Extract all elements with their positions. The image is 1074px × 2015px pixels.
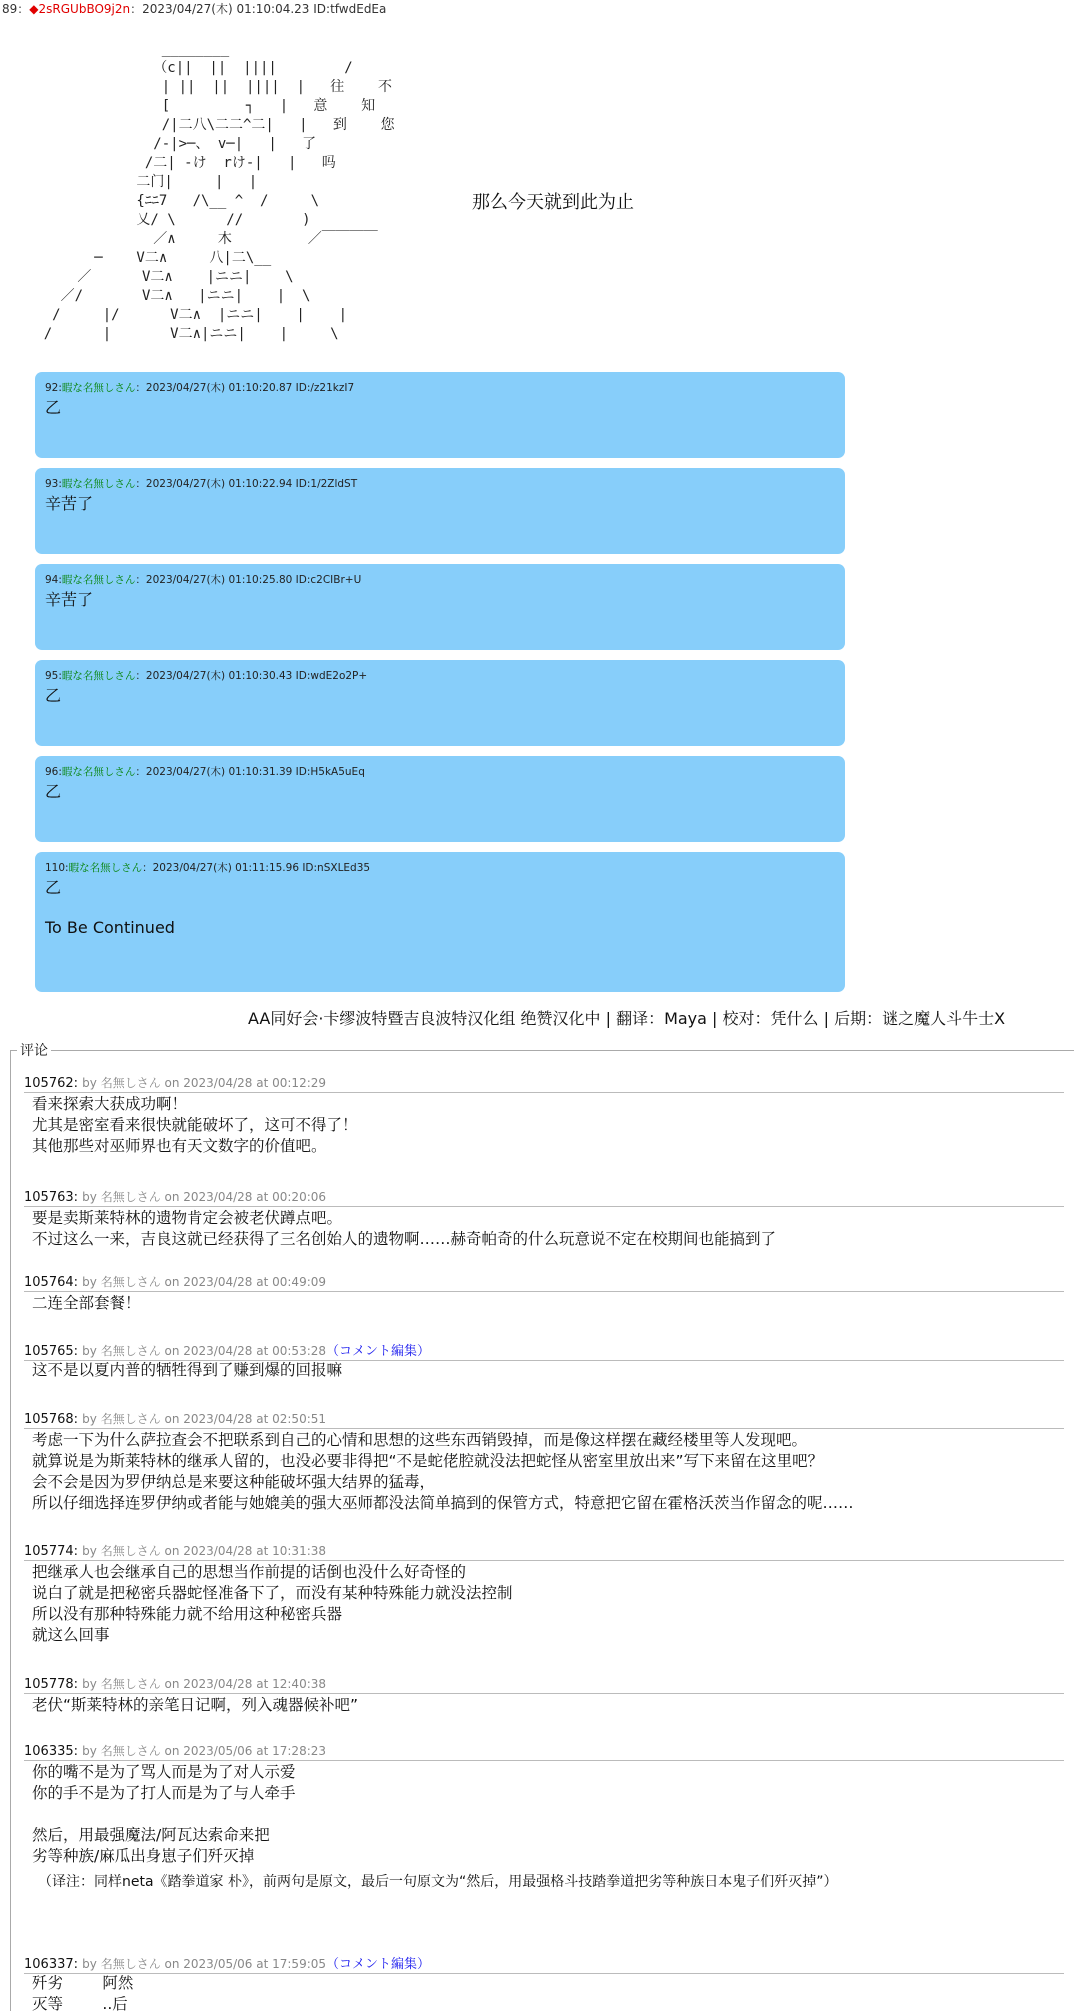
comment-id: 105763:: [24, 1190, 79, 1205]
comment-body: 二连全部套餐！: [32, 1294, 141, 1312]
reply-number: 92: [45, 382, 59, 394]
comment-header: [24, 1675, 1064, 1694]
reply-name: 暇な名無しさん: [61, 766, 136, 778]
comment-body: 你的嘴不是为了骂人而是为了对人示爱 你的手不是为了打人而是为了与人牵手 然后，用最强魔法/阿瓦达索命来把 劣等种族/麻瓜出身崽子们歼灭掉: [32, 1763, 296, 1865]
reply-name: 暇な名無しさん: [61, 574, 136, 586]
comment-author-date: by 名無しさん on 2023/05/06 at 17:59:05: [82, 1957, 327, 1971]
reply-meta: [45, 764, 365, 779]
reply-post: [35, 756, 845, 842]
comment-author-date: by 名無しさん on 2023/04/28 at 00:20:06: [82, 1190, 327, 1204]
comment-header: [24, 1542, 1064, 1561]
comment-body: 歼劣 阿然 灭等 ..后: [32, 1974, 134, 2013]
reply-date-id: ：2023/04/27(木) 01:10:25.80 ID:c2CIBr+U: [135, 574, 362, 586]
post-meta: ：2023/04/27(木) 01:10:04.23 ID:tfwdEdEa: [130, 2, 387, 16]
comment-id: 106337:: [24, 1957, 79, 1972]
reply-separator: :: [58, 478, 62, 490]
comment-author-date: by 名無しさん on 2023/04/28 at 00:12:29: [82, 1076, 327, 1090]
reply-date-id: ：2023/04/27(木) 01:10:20.87 ID:/z21kzI7: [135, 382, 355, 394]
comment-edit-link[interactable]: （コメント編集）: [326, 1344, 431, 1359]
speech-text: 那么今天就到此为止: [472, 192, 634, 213]
comment-author-date: by 名無しさん on 2023/04/28 at 12:40:38: [82, 1677, 327, 1691]
reply-post: [35, 660, 845, 746]
reply-post: [35, 468, 845, 554]
reply-name: 暇な名無しさん: [61, 670, 136, 682]
reply-number: 96: [45, 766, 59, 778]
comment-translator-note: （译注：同样neta《踏拳道家 朴》，前两句是原文，最后一句原文为“然后，用最强格斗技踏拳道把劣等种族日本鬼子们歼灭掉”）: [38, 1874, 838, 1890]
comment-id: 105765:: [24, 1344, 79, 1359]
comment-id: 106335:: [24, 1744, 79, 1759]
reply-body: 乙: [45, 686, 62, 705]
reply-post: [35, 852, 845, 992]
reply-separator: :: [58, 766, 62, 778]
reply-meta: [45, 668, 367, 683]
reply-date-id: ：2023/04/27(木) 01:10:31.39 ID:H5kA5uEq: [135, 766, 365, 778]
comment-header: [24, 1188, 1064, 1207]
reply-meta: [45, 860, 370, 875]
reply-number: 110: [45, 862, 66, 874]
reply-number: 93: [45, 478, 59, 490]
comment-body: 把继承人也会继承自己的思想当作前提的话倒也没什么好奇怪的 说白了就是把秘密兵器蛇怪准备下了，而没有某种特殊能力就没法控制 所以没有那种特殊能力就不给用这种秘密兵器 就这么回事: [32, 1563, 513, 1644]
comment-body: 考虑一下为什么萨拉查会不把联系到自己的心情和思想的这些东西销毁掉，而是像这样摆在藏经楼里等人发现吧。 就算说是为斯莱特林的继承人留的，也没必要非得把“不是蛇佬腔就没法把蛇怪从密室里放出来”写下来留在这里吧？ 会不会是因为罗伊纳总是来要这种能破坏强大结界的猛毒， 所以仔细选择连罗伊纳或者能与她媲美的强大巫师都没法简单搞到的保管方式，特意把它留在霍格沃茨当作留念的呢……: [32, 1431, 854, 1512]
comment-author-date: by 名無しさん on 2023/05/06 at 17:28:23: [82, 1744, 327, 1758]
comment-id: 105764:: [24, 1275, 79, 1290]
comment-body: 老伏“斯莱特林的亲笔日记啊，列入魂器候补吧”: [32, 1696, 359, 1714]
comment-header: [24, 1410, 1064, 1429]
comment-id: 105774:: [24, 1544, 79, 1559]
reply-name: 暇な名無しさん: [61, 382, 136, 394]
comment-id: 105778:: [24, 1677, 79, 1692]
trip-diamond-icon: ◆: [29, 2, 39, 16]
reply-separator: :: [58, 382, 62, 394]
reply-number: 95: [45, 670, 59, 682]
comment-author-date: by 名無しさん on 2023/04/28 at 02:50:51: [82, 1412, 327, 1426]
reply-number: 94: [45, 574, 59, 586]
post-header: [2, 0, 386, 17]
reply-date-id: ：2023/04/27(木) 01:10:30.43 ID:wdE2o2P+: [135, 670, 368, 682]
reply-body: 乙 To Be Continued: [45, 878, 175, 937]
comment-body: 要是卖斯莱特林的遗物肯定会被老伏蹲点吧。 不过这么一来，吉良这就已经获得了三名创始人的遗物啊……赫奇帕奇的什么玩意说不定在校期间也能搞到了: [32, 1209, 777, 1248]
post-number: 89：: [2, 2, 30, 16]
reply-separator: :: [65, 862, 69, 874]
ascii-art: ________ （c|| || |||| / | || || |||| | 往 不 [ ┐ | 意 知 /|二八\二二^二| | 到 您 /-|>─、 v─| | 了 /二| -け rけ-| | 吗 二门| | | {ﾆﾆ7 /\__ ^ / \ 乂/ \ // ) ／∧ 木 ／￣￣￣￣ ─ V二∧ 八|二\__ ／ V二∧ |ニニ| \ ／/ V二∧ |ニニ| | \ / |/ V二∧ |ニニ| | | / | V二∧|ニニ| | \: [43, 41, 395, 342]
comment-body: 看来探索大获成功啊！ 尤其是密室看来很快就能破坏了，这可不得了！ 其他那些对巫师界也有天文数字的价值吧。: [32, 1095, 358, 1155]
comment-header: [24, 1340, 1064, 1361]
comment-author-date: by 名無しさん on 2023/04/28 at 10:31:38: [82, 1544, 327, 1558]
reply-separator: :: [58, 670, 62, 682]
reply-post: [35, 372, 845, 458]
reply-date-id: ：2023/04/27(木) 01:11:15.96 ID:nSXLEd35: [142, 862, 371, 874]
reply-separator: :: [58, 574, 62, 586]
reply-date-id: ：2023/04/27(木) 01:10:22.94 ID:1/2ZldST: [135, 478, 358, 490]
reply-meta: [45, 476, 357, 491]
comment-header: [24, 1742, 1064, 1761]
reply-body: 乙: [45, 782, 62, 801]
comment-edit-link[interactable]: （コメント編集）: [326, 1957, 431, 1972]
credit-line: AA同好会·卡缪波特暨吉良波特汉化组 绝赞汉化中 | 翻译：Maya | 校对：凭什么 | 后期：谜之魔人斗牛士X: [248, 1009, 1006, 1028]
reply-meta: [45, 572, 361, 587]
comment-header: [24, 1074, 1064, 1093]
comment-author-date: by 名無しさん on 2023/04/28 at 00:49:09: [82, 1275, 327, 1289]
reply-body: 乙: [45, 398, 62, 417]
tripcode: 2sRGUbBO9j2n: [38, 2, 131, 16]
comments-title: 评论: [17, 1040, 51, 1060]
reply-meta: [45, 380, 354, 395]
reply-body: 辛苦了: [45, 590, 94, 609]
comment-body: 这不是以夏内普的牺牲得到了赚到爆的回报嘛: [32, 1361, 343, 1379]
reply-name: 暇な名無しさん: [61, 478, 136, 490]
comment-id: 105768:: [24, 1412, 79, 1427]
comment-author-date: by 名無しさん on 2023/04/28 at 00:53:28: [82, 1344, 327, 1358]
reply-name: 暇な名無しさん: [68, 862, 143, 874]
reply-post: [35, 564, 845, 650]
reply-body: 辛苦了: [45, 494, 94, 513]
comment-id: 105762:: [24, 1076, 79, 1091]
comment-header: [24, 1273, 1064, 1292]
comment-header: [24, 1953, 1064, 1974]
